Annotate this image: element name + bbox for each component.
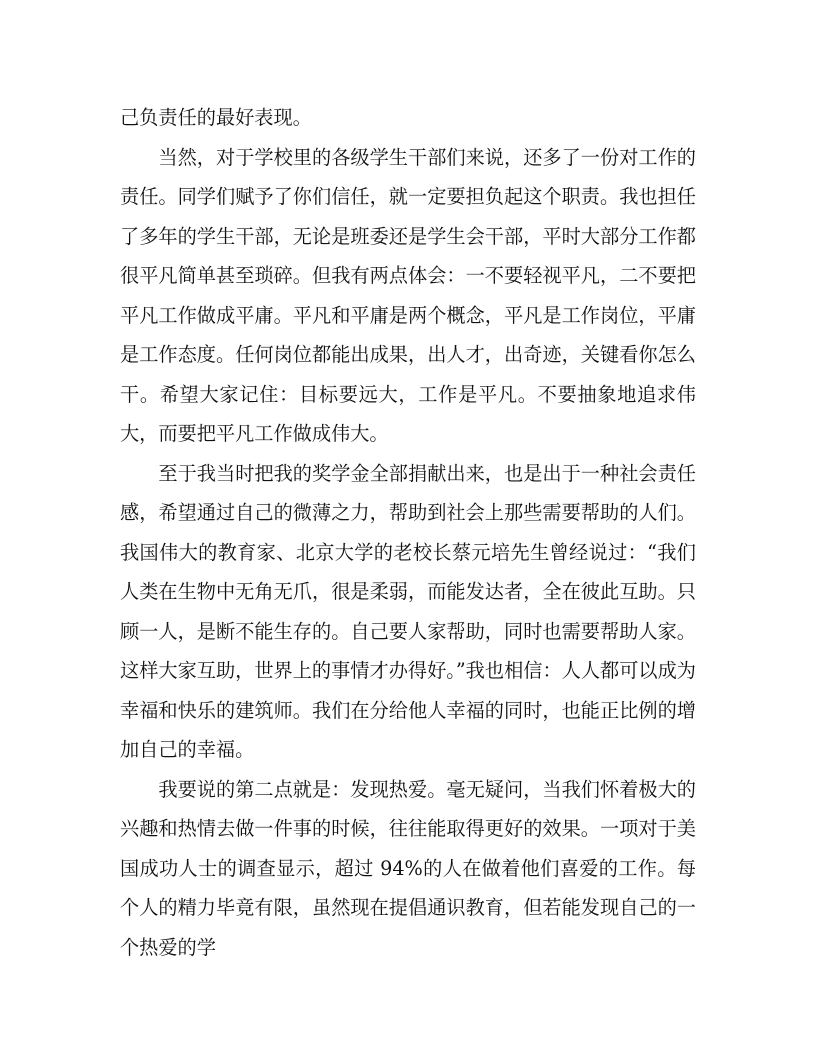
paragraph-discover-passion: 我要说的第二点就是：发现热爱。毫无疑问，当我们怀着极大的兴趣和热情去做一件事的时候，往往能取得更好的效果。一项对于美国成功人士的调查显示，超过 94%的人在做着他们喜爱的工作。每个人的精力毕竟有限，虽然现在提倡通识教育，但若能发现自己的一个热爱的学 bbox=[120, 777, 696, 959]
paragraph-continuation: 己负责任的最好表现。 bbox=[120, 106, 312, 129]
document-body bbox=[120, 98, 696, 967]
paragraph-student-cadres: 当然，对于学校里的各级学生干部们来说，还多了一份对工作的责任。同学们赋予了你们信任，就一定要担负起这个职责。我也担任了多年的学生干部，无论是班委还是学生会干部，平时大部分工作都很平凡简单甚至琐碎。但我有两点体会：一不要轻视平凡，二不要把平凡工作做成平庸。平凡和平庸是两个概念，平凡是工作岗位，平庸是工作态度。任何岗位都能出成果，出人才，出奇迹，关键看你怎么干。希望大家记住：目标要远大，工作是平凡。不要抽象地追求伟大，而要把平凡工作做成伟大。 bbox=[120, 145, 696, 445]
paragraph-scholarship-donation: 至于我当时把我的奖学金全部捐献出来，也是出于一种社会责任感，希望通过自己的微薄之力，帮助到社会上那些需要帮助的人们。我国伟大的教育家、北京大学的老校长蔡元培先生曾经说过：“我们人类在生物中无角无爪，很是柔弱，而能发达者，全在彼此互助。只顾一人，是断不能生存的。自己要人家帮助，同时也需要帮助人家。这样大家互助，世界上的事情才办得好。”我也相信：人人都可以成为幸福和快乐的建筑师。我们在分给他人幸福的同时，也能正比例的增加自己的幸福。 bbox=[120, 461, 696, 761]
